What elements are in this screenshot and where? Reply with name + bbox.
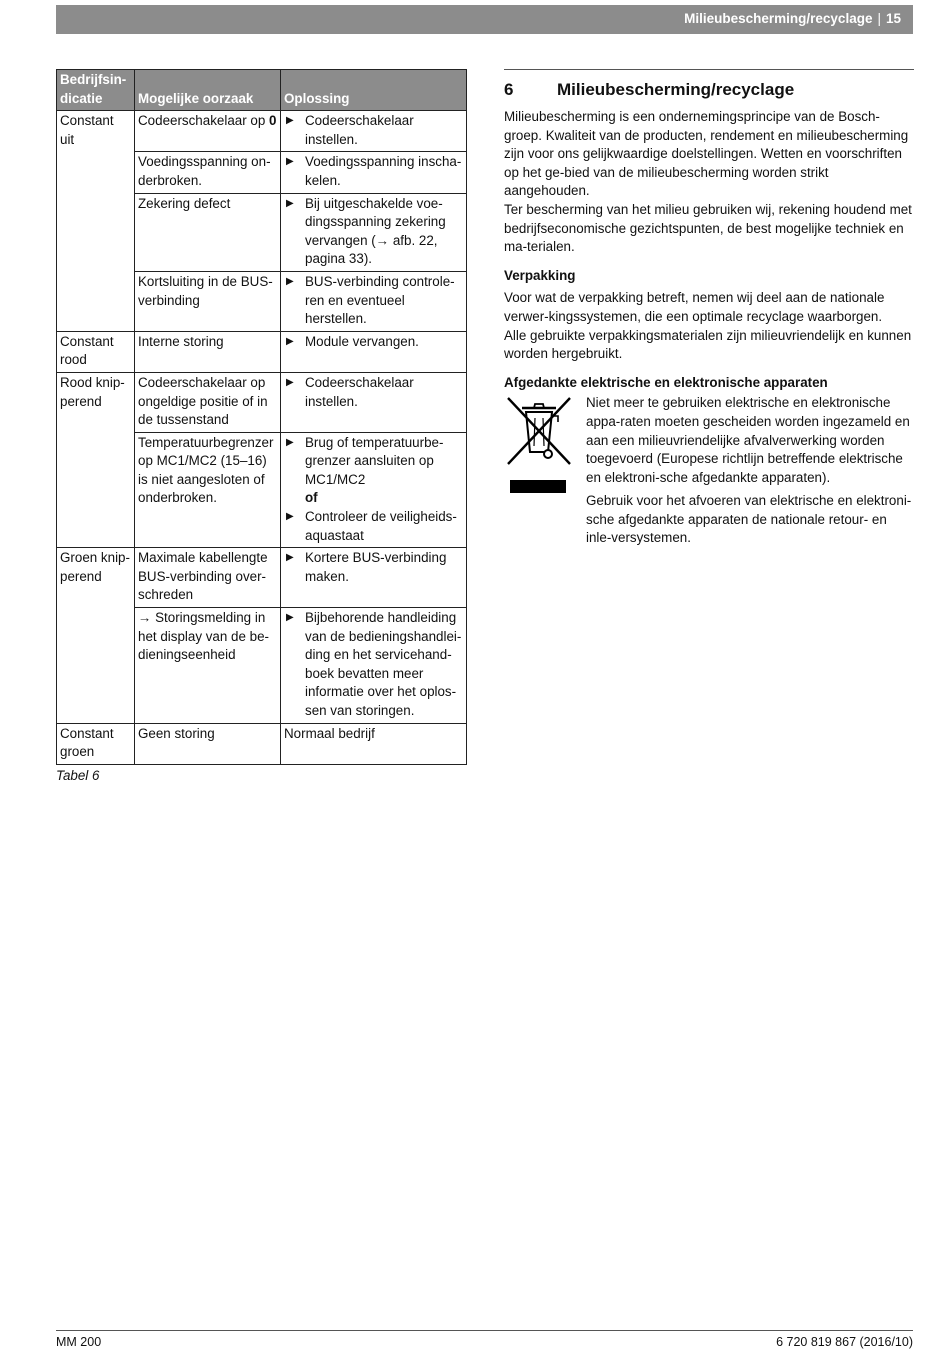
solution-text: Codeerschakelaar instellen. [305,374,414,409]
packaging-heading: Verpakking [504,267,576,283]
table-header-row [57,70,467,111]
wheelie-bin-graphic [504,394,574,494]
crossed-out-wheelie-bin-icon [504,394,586,553]
diagnosis-table-wrap [56,69,466,785]
indication-cell: Groen knip-perend [57,548,135,723]
solution-text: Bij uitgeschakelde voe-dingsspanning zekering vervangen (→ afb. 22, pagina 33). [305,195,446,267]
solution-text: Bijbehorende handleiding van de bedieningshandlei-ding en het servicehand-boek bevatten meer informatie over het oplos-sen van storingen. [305,610,462,718]
section-heading [504,79,914,101]
solution-text: BUS-verbinding controle-ren en eventueel herstellen. [305,273,455,327]
header-separator: | [877,11,881,27]
section-6 [504,69,914,553]
cause-cell: Kortsluiting in de BUS-verbinding [135,271,281,331]
packaging-paragraph: Voor wat de verpakking betreft, nemen wij deel aan de nationale verwer-kingssystemen, die een optimale recyclage waarborgen. [504,290,885,324]
cause-cell: Zekering defect [135,193,281,271]
solution-cell [281,271,467,331]
solution-cell [281,548,467,608]
cause-cell: Interne storing [135,331,281,372]
solution-text: Module vervangen. [305,333,419,349]
section-title: Milieubescherming/recyclage [557,80,795,99]
weee-heading: Afgedankte elektrische en elektronische apparaten [504,374,828,390]
cause-cell: → Storingsmelding in het display van de be-dieningseenheid [135,608,281,724]
col-header-solution: Oplossing [281,70,467,111]
solution-text: Kortere BUS-verbinding maken. [305,550,447,584]
diagnosis-table [56,69,467,765]
section-rule [504,69,914,70]
triangle-bullet-icon: ▶ [286,511,294,523]
triangle-bullet-icon: ▶ [286,552,294,564]
triangle-bullet-icon: ▶ [286,115,294,127]
triangle-bullet-icon: ▶ [286,275,294,287]
footer-rule [56,1330,913,1331]
col-header-cause: Mogelijke oorzaak [135,70,281,111]
intro-paragraph: Ter bescherming van het milieu gebruiken wij, rekening houdend met bedrijfseconomische gezichtspunten, de best mogelijke techniek en ma-terialen. [504,201,912,255]
solution-cell [281,152,467,193]
cause-cell: Voedingsspanning on-derbroken. [135,152,281,193]
solution-text: Brug of temperatuurbe-grenzer aansluiten op MC1/MC2 [305,434,444,487]
cause-cell: Geen storing [135,723,281,764]
section-number: 6 [504,80,514,99]
solution-cell [281,372,467,432]
weee-text [586,394,914,553]
table-caption: Tabel 6 [56,767,100,783]
footer-model: MM 200 [56,1335,102,1349]
packaging-paragraph: Alle gebruikte verpakkingsmaterialen zijn milieuvriendelijk en kunnen worden hergebruikt. [504,327,912,362]
triangle-bullet-icon: ▶ [286,197,294,209]
indication-cell: Constant uit [57,111,135,332]
solution-cell: Normaal bedrijf [281,723,467,764]
cause-text: Codeerschakelaar op [138,113,270,129]
solution-text: Controleer de veiligheids-aquastaat [305,509,457,543]
footer-docnum: 6 720 819 867 (2016/10) [776,1335,913,1349]
solution-cell [281,432,467,548]
triangle-bullet-icon: ▶ [286,335,294,347]
triangle-bullet-icon: ▶ [286,376,294,388]
triangle-bullet-icon: ▶ [286,156,294,168]
intro-paragraph: Milieubescherming is een ondernemingsprincipe van de Bosch-groep. Kwaliteit van de producten, rendement en milieubescherming zijn voor ons gelijkwaardige doelstellingen. Wetten en voorschriften op het ge-bied van de milieubescherming worden strikt aangehouden. [504,109,909,199]
weee-block [504,394,914,553]
switch-position-value: 0 [269,113,277,129]
solution-cell [281,331,467,372]
cause-cell: Codeerschakelaar op ongeldige positie of in de tussenstand [135,372,281,432]
page-number: 15 [885,11,901,27]
solution-cell [281,111,467,152]
indication-cell: Constant groen [57,723,135,764]
solution-text: Voedingsspanning inscha-kelen. [305,154,462,188]
cause-cell: Maximale kabellengte BUS-verbinding over-schreden [135,548,281,608]
solution-text: Codeerschakelaar instellen. [305,113,414,147]
col-header-indication: Bedrijfsin-dicatie [57,70,135,111]
indication-cell: Constant rood [57,331,135,372]
triangle-bullet-icon: ▶ [286,436,294,448]
or-label: of [305,490,318,506]
table-row [57,548,467,608]
cause-cell [135,111,281,152]
solution-cell [281,193,467,271]
cause-cell: Temperatuurbegrenzer op MC1/MC2 (15–16) is niet aangesloten of onderbroken. [135,432,281,548]
weee-paragraph: Niet meer te gebruiken elektrische en elektronische appa-raten moeten gescheiden worden ingezameld en aan een milieuvriendelijke afvalverwerking worden toegevoerd (Europese richtlijn betreffende elektrische en elektroni-sche afgedankte apparaten). [586,395,910,485]
triangle-bullet-icon: ▶ [286,612,294,624]
indication-cell: Rood knip-perend [57,372,135,547]
page-header [56,5,913,34]
table-row [57,723,467,764]
solution-cell [281,608,467,724]
weee-paragraph: Gebruik voor het afvoeren van elektrische en elektroni-sche afgedankte apparaten de nationale retour- en inle-versystemen. [586,493,912,546]
table-row [57,111,467,152]
header-section-title: Milieubescherming/recyclage [684,11,873,27]
table-row [57,331,467,372]
table-row [57,372,467,432]
